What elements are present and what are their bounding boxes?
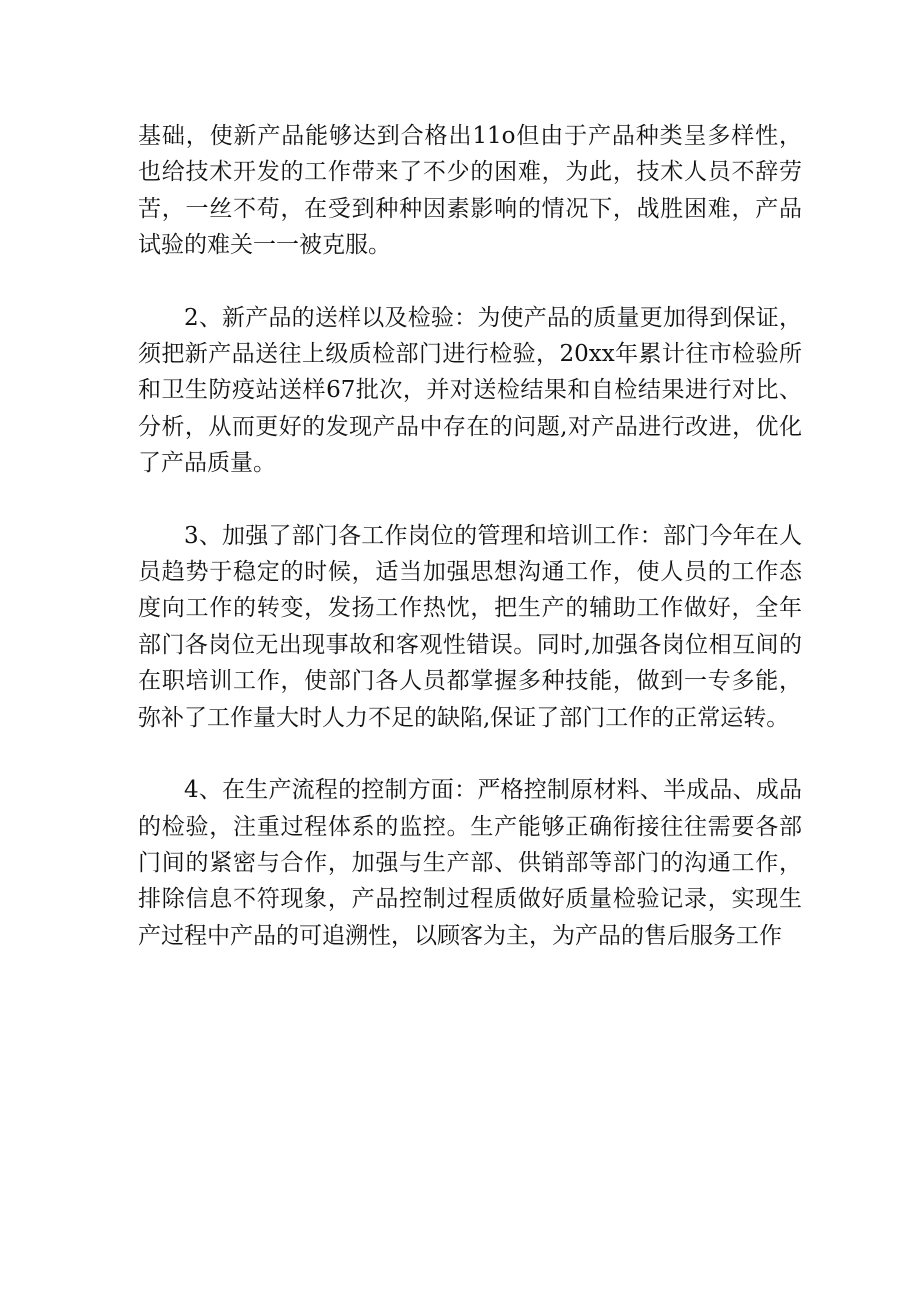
paragraph-continuation: 基础，使新产品能够达到合格出11o但由于产品种类呈多样性，也给技术开发的工作带来了不少的困难，为此，技术人员不辞劳苦，一丝不苟，在受到种种因素影响的情况下，战胜困难，产品试验的难关一一被克服。 [138,123,802,259]
paragraph-item-2: 2、新产品的送样以及检验：为使产品的质量更加得到保证，须把新产品送往上级质检部门进行检验，20xx年累计往市检验所和卫生防疫站送样67批次，并对送检结果和自检结果进行对比、分析，从而更好的发现产品中存在的问题,对产品进行改进，优化了产品质量。 [138,304,802,477]
document-body [138,118,802,954]
paragraph-item-3: 3、加强了部门各工作岗位的管理和培训工作：部门今年在人员趋势于稳定的时候，适当加强思想沟通工作，使人员的工作态度向工作的转变，发扬工作热忱，把生产的辅助工作做好，全年部门各岗位无出现事故和客观性错误。同时,加强各岗位相互间的在职培训工作，使部门各人员都掌握多种技能，做到一专多能，弥补了工作量大时人力不足的缺陷,保证了部门工作的正常运转。 [138,522,802,731]
paragraph-item-4: 4、在生产流程的控制方面：严格控制原材料、半成品、成品的检验，注重过程体系的监控。生产能够正确衔接往往需要各部门间的紧密与合作，加强与生产部、供销部等部门的沟通工作，排除信息不符现象，产品控制过程质做好质量检验记录，实现生产过程中产品的可追溯性，以顾客为主，为产品的售后服务工作 [138,777,802,949]
